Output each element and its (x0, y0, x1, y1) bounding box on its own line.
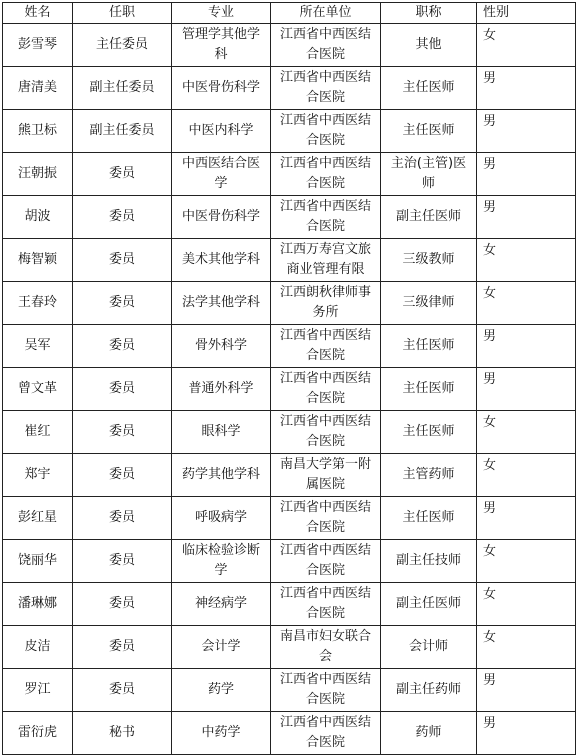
header-role: 任职 (73, 3, 172, 24)
cell-title: 主治(主管)医师 (381, 153, 477, 196)
cell-major: 中医骨伤科学 (172, 196, 271, 239)
cell-role: 委员 (73, 153, 172, 196)
header-name: 姓名 (3, 3, 73, 24)
cell-name: 雷衍虎 (3, 712, 73, 755)
cell-title: 主任医师 (381, 368, 477, 411)
cell-unit: 江西省中西医结合医院 (271, 196, 381, 239)
cell-name: 梅智颖 (3, 239, 73, 282)
cell-unit: 江西省中西医结合医院 (271, 368, 381, 411)
committee-members-table (2, 2, 576, 755)
cell-gender: 男 (477, 712, 576, 755)
committee-table-container (2, 2, 575, 755)
cell-name: 罗江 (3, 669, 73, 712)
cell-name: 汪朝振 (3, 153, 73, 196)
cell-name: 熊卫标 (3, 110, 73, 153)
table-row (3, 411, 576, 454)
cell-unit: 江西省中西医结合医院 (271, 669, 381, 712)
cell-gender: 男 (477, 669, 576, 712)
cell-gender: 男 (477, 153, 576, 196)
cell-major: 普通外科学 (172, 368, 271, 411)
cell-role: 委员 (73, 454, 172, 497)
table-row (3, 540, 576, 583)
cell-gender: 女 (477, 24, 576, 67)
table-row (3, 669, 576, 712)
cell-name: 王春玲 (3, 282, 73, 325)
cell-title: 副主任医师 (381, 196, 477, 239)
table-row (3, 325, 576, 368)
cell-name: 潘琳娜 (3, 583, 73, 626)
cell-major: 药学 (172, 669, 271, 712)
cell-title: 副主任技师 (381, 540, 477, 583)
table-row (3, 712, 576, 755)
cell-major: 药学其他学科 (172, 454, 271, 497)
cell-major: 神经病学 (172, 583, 271, 626)
table-body (3, 24, 576, 755)
cell-unit: 江西省中西医结合医院 (271, 712, 381, 755)
cell-gender: 男 (477, 325, 576, 368)
cell-title: 三级律师 (381, 282, 477, 325)
cell-gender: 女 (477, 282, 576, 325)
cell-major: 中医内科学 (172, 110, 271, 153)
cell-gender: 男 (477, 368, 576, 411)
cell-unit: 江西省中西医结合医院 (271, 411, 381, 454)
cell-major: 管理学其他学科 (172, 24, 271, 67)
cell-gender: 男 (477, 497, 576, 540)
cell-name: 曾文革 (3, 368, 73, 411)
cell-role: 副主任委员 (73, 67, 172, 110)
cell-role: 委员 (73, 583, 172, 626)
cell-gender: 男 (477, 196, 576, 239)
cell-major: 骨外科学 (172, 325, 271, 368)
cell-unit: 江西省中西医结合医院 (271, 540, 381, 583)
table-row (3, 239, 576, 282)
cell-title: 副主任药师 (381, 669, 477, 712)
cell-role: 委员 (73, 540, 172, 583)
table-row (3, 368, 576, 411)
cell-major: 眼科学 (172, 411, 271, 454)
cell-unit: 江西省中西医结合医院 (271, 110, 381, 153)
cell-unit: 江西省中西医结合医院 (271, 325, 381, 368)
cell-major: 会计学 (172, 626, 271, 669)
cell-gender: 男 (477, 110, 576, 153)
cell-major: 法学其他学科 (172, 282, 271, 325)
cell-major: 临床检验诊断学 (172, 540, 271, 583)
cell-major: 美术其他学科 (172, 239, 271, 282)
cell-title: 主管药师 (381, 454, 477, 497)
cell-unit: 江西省中西医结合医院 (271, 67, 381, 110)
cell-name: 郑宇 (3, 454, 73, 497)
cell-unit: 江西省中西医结合医院 (271, 497, 381, 540)
cell-role: 委员 (73, 325, 172, 368)
cell-title: 三级教师 (381, 239, 477, 282)
table-row (3, 110, 576, 153)
header-unit: 所在单位 (271, 3, 381, 24)
table-row (3, 153, 576, 196)
cell-title: 副主任医师 (381, 583, 477, 626)
table-row (3, 24, 576, 67)
table-row (3, 583, 576, 626)
cell-unit: 江西省中西医结合医院 (271, 153, 381, 196)
cell-major: 中药学 (172, 712, 271, 755)
cell-unit: 江西省中西医结合医院 (271, 583, 381, 626)
table-row (3, 282, 576, 325)
cell-unit: 南昌大学第一附属医院 (271, 454, 381, 497)
cell-gender: 女 (477, 411, 576, 454)
cell-role: 委员 (73, 282, 172, 325)
cell-title: 其他 (381, 24, 477, 67)
table-row (3, 626, 576, 669)
cell-role: 主任委员 (73, 24, 172, 67)
cell-role: 委员 (73, 196, 172, 239)
cell-gender: 女 (477, 583, 576, 626)
cell-role: 委员 (73, 239, 172, 282)
cell-role: 副主任委员 (73, 110, 172, 153)
cell-title: 主任医师 (381, 110, 477, 153)
cell-title: 药师 (381, 712, 477, 755)
cell-major: 中西医结合医学 (172, 153, 271, 196)
cell-name: 崔红 (3, 411, 73, 454)
cell-unit: 江西省中西医结合医院 (271, 24, 381, 67)
cell-role: 委员 (73, 368, 172, 411)
header-major: 专业 (172, 3, 271, 24)
cell-role: 委员 (73, 626, 172, 669)
cell-title: 会计师 (381, 626, 477, 669)
cell-name: 唐清美 (3, 67, 73, 110)
cell-title: 主任医师 (381, 497, 477, 540)
cell-gender: 女 (477, 540, 576, 583)
cell-major: 呼吸病学 (172, 497, 271, 540)
cell-role: 委员 (73, 411, 172, 454)
cell-role: 秘书 (73, 712, 172, 755)
cell-role: 委员 (73, 669, 172, 712)
table-row (3, 196, 576, 239)
table-header-row (3, 3, 576, 24)
cell-gender: 女 (477, 626, 576, 669)
table-row (3, 454, 576, 497)
cell-name: 彭红星 (3, 497, 73, 540)
cell-role: 委员 (73, 497, 172, 540)
cell-title: 主任医师 (381, 411, 477, 454)
cell-major: 中医骨伤科学 (172, 67, 271, 110)
cell-gender: 男 (477, 67, 576, 110)
cell-title: 主任医师 (381, 67, 477, 110)
header-gender: 性别 (477, 3, 576, 24)
table-row (3, 67, 576, 110)
cell-name: 胡波 (3, 196, 73, 239)
cell-unit: 南昌市妇女联合会 (271, 626, 381, 669)
cell-name: 彭雪琴 (3, 24, 73, 67)
cell-title: 主任医师 (381, 325, 477, 368)
cell-name: 饶丽华 (3, 540, 73, 583)
cell-gender: 女 (477, 239, 576, 282)
cell-name: 吴军 (3, 325, 73, 368)
cell-name: 皮洁 (3, 626, 73, 669)
cell-unit: 江西朗秋律师事务所 (271, 282, 381, 325)
header-title: 职称 (381, 3, 477, 24)
cell-gender: 女 (477, 454, 576, 497)
cell-unit: 江西万寿宫文旅商业管理有限 (271, 239, 381, 282)
table-row (3, 497, 576, 540)
